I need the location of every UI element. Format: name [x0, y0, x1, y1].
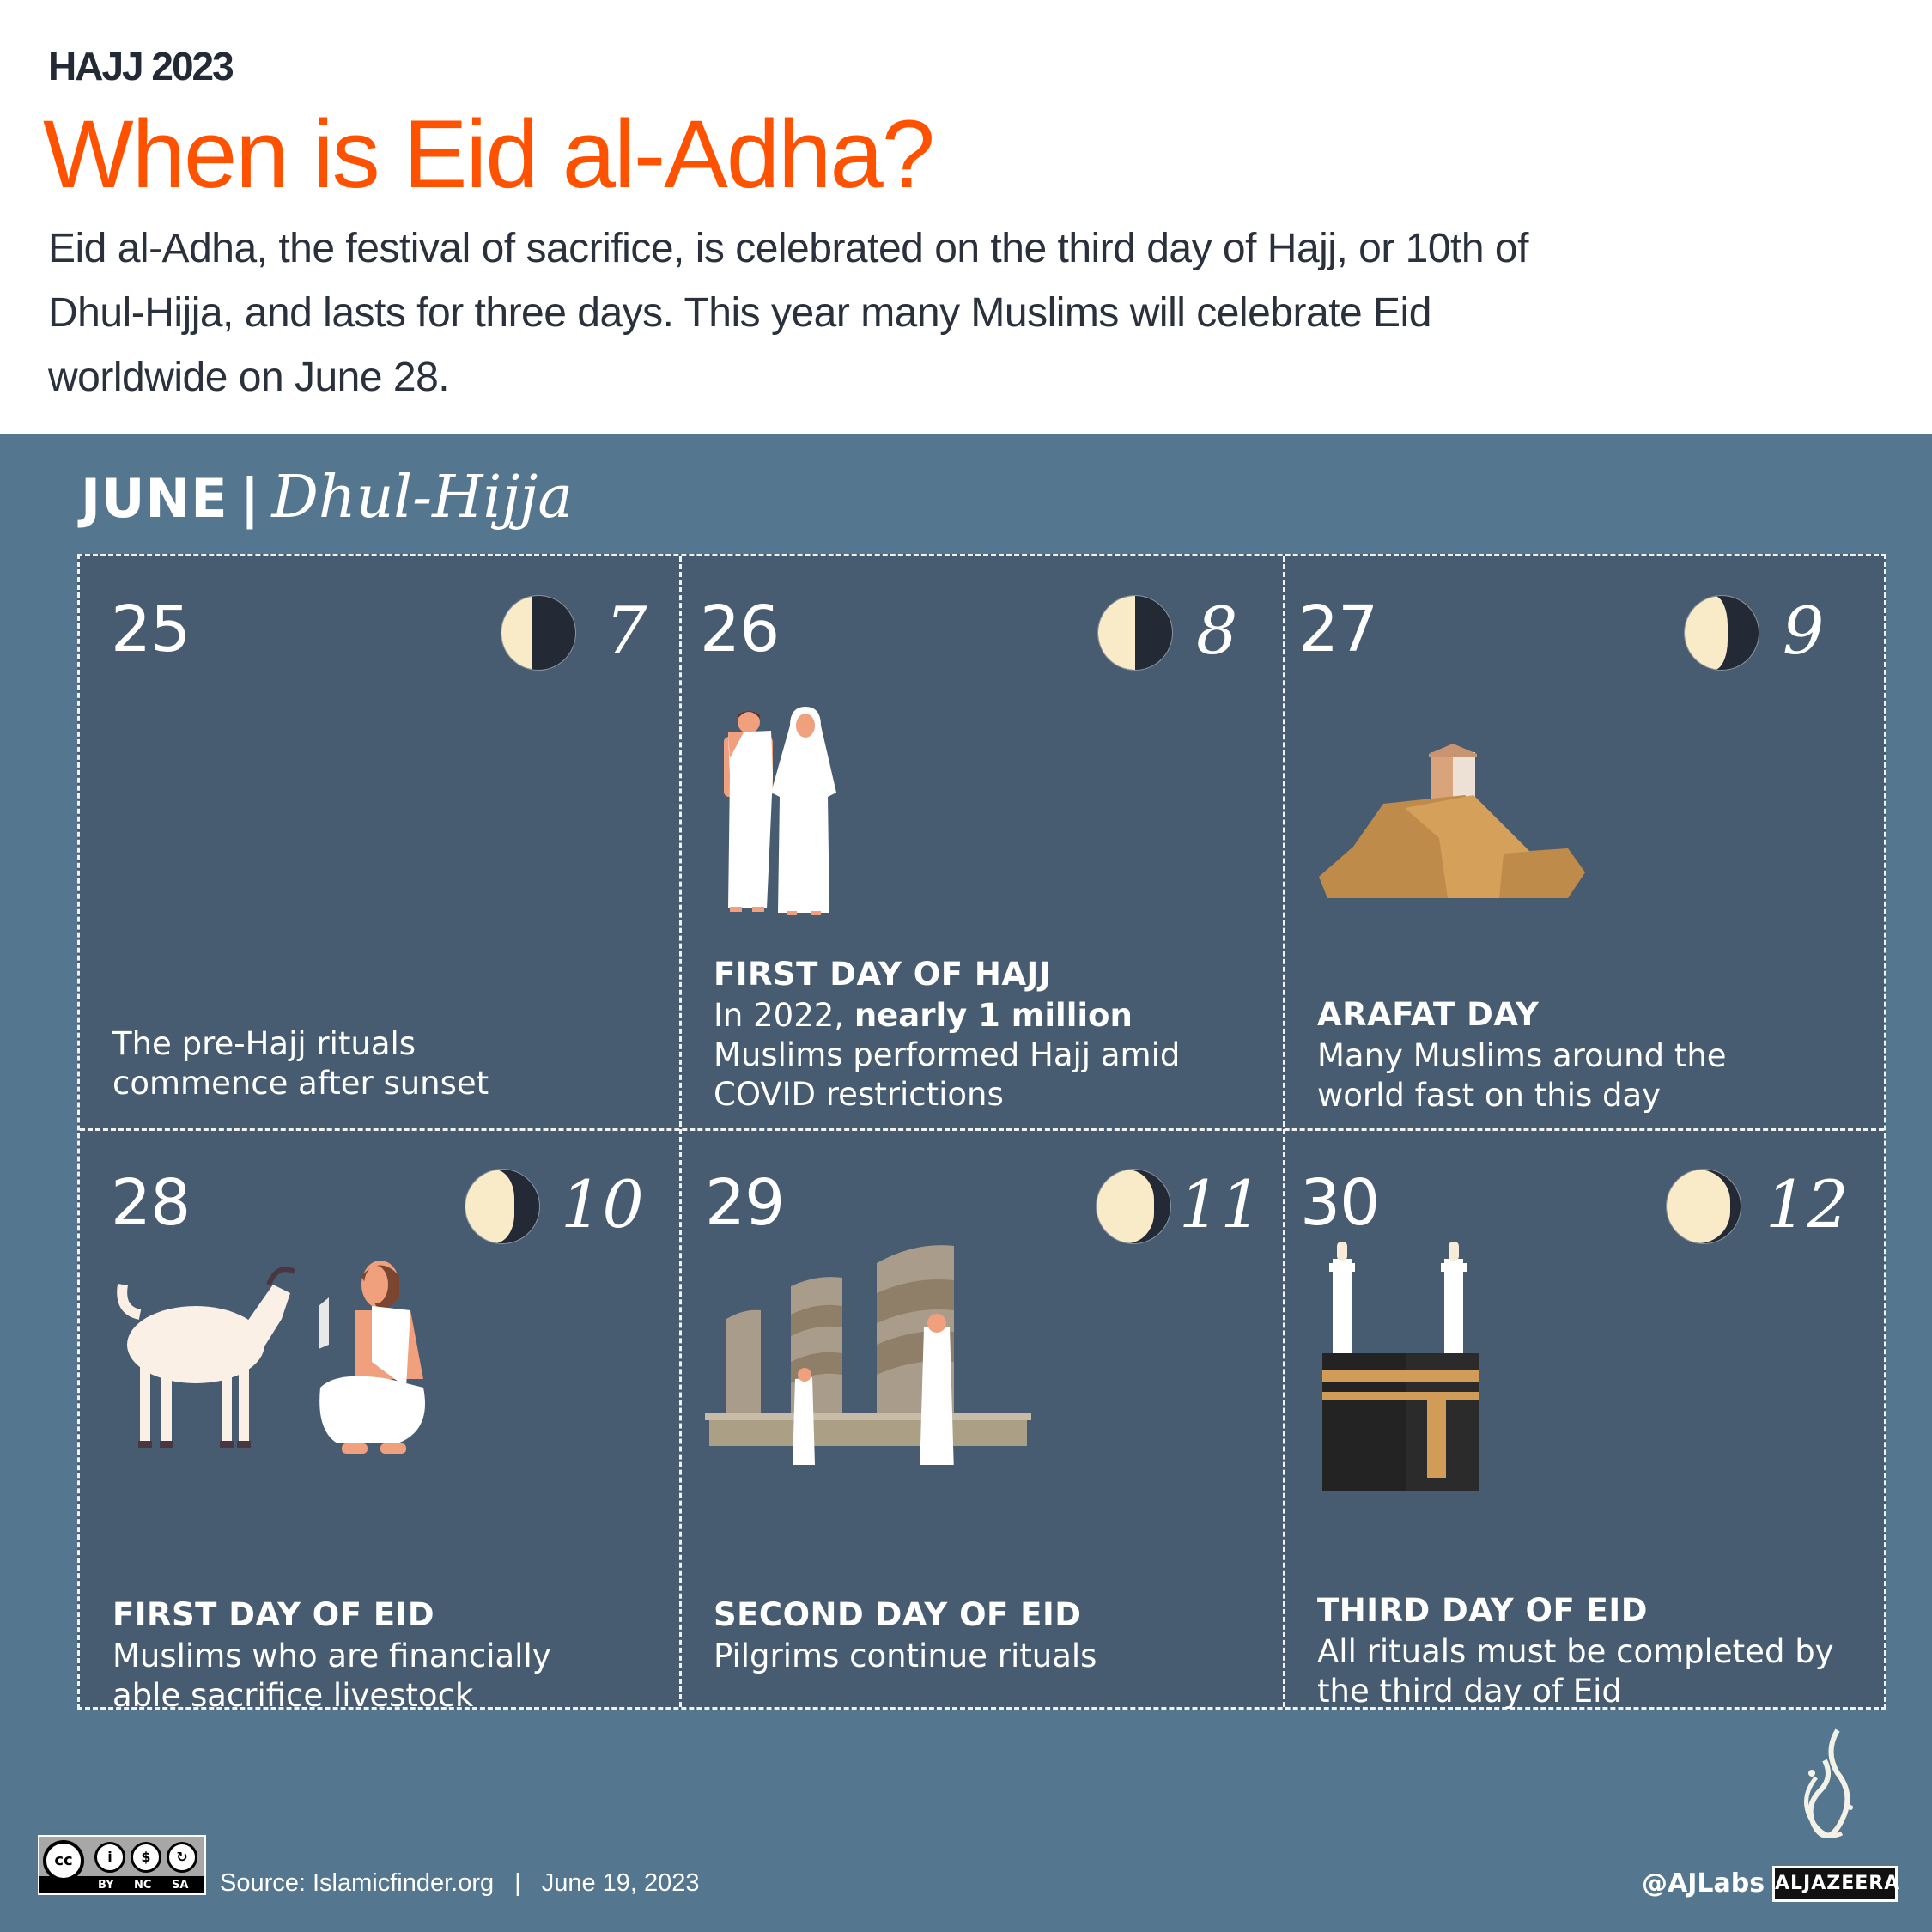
cell-heading: THIRD DAY OF EID — [1317, 1592, 1648, 1629]
gregorian-date: 26 — [700, 592, 780, 666]
day-cell-30 — [1285, 1130, 1889, 1710]
intro-line: Eid al-Adha, the festival of sacrifice, is celebrated on the third day of Hajj, or 10th of — [48, 226, 1528, 271]
mount-arafat-illustration — [1319, 744, 1637, 958]
cell-description: ARAFAT DAY Many Muslims around the world fast on this day — [1317, 993, 1727, 1115]
day-cell-29 — [681, 1130, 1285, 1710]
kaaba-illustration — [1322, 1233, 1485, 1491]
day-cell-25 — [80, 556, 681, 1130]
cc-license-badge[interactable]: cc i $ ↻ BY NC SA — [38, 1835, 206, 1895]
goat-sacrifice-illustration — [114, 1259, 440, 1499]
nc-icon: $ — [131, 1842, 161, 1873]
source-text: Source: Islamicfinder.org — [220, 1869, 495, 1897]
gregorian-date: 28 — [111, 1166, 191, 1240]
source-line: Source: Islamicfinder.org | June 19, 2023 — [220, 1869, 700, 1897]
aljazeera-logo-icon — [1790, 1726, 1876, 1855]
day-cell-26 — [681, 556, 1285, 1130]
stoning-pillars-illustration — [705, 1242, 1031, 1465]
cc-icon: cc — [43, 1840, 84, 1881]
month-heading — [81, 464, 573, 532]
calendar-grid — [77, 554, 1886, 1714]
moon-phase-icon — [501, 595, 576, 671]
pilgrims-couple-illustration — [720, 707, 866, 921]
header-section — [0, 0, 1932, 434]
aljazeera-brand-badge: ALJAZEERA — [1772, 1866, 1898, 1902]
gregorian-date: 29 — [705, 1166, 785, 1240]
day-cell-27 — [1285, 556, 1889, 1130]
intro-line: worldwide on June 28. — [48, 355, 450, 400]
month-separator: | — [240, 467, 260, 530]
gregorian-date: 30 — [1300, 1166, 1380, 1240]
hijri-month: Dhul-Hijja — [271, 464, 573, 532]
gregorian-date: 27 — [1298, 592, 1378, 666]
gregorian-date: 25 — [111, 592, 191, 666]
moon-phase-icon — [1666, 1169, 1741, 1244]
cell-description: FIRST DAY OF HAJJ In 2022, nearly 1 million Muslims performed Hajj amid COVID restrictions — [714, 953, 1263, 1115]
hijri-date: 10 — [561, 1166, 644, 1242]
hijri-date: 11 — [1179, 1166, 1262, 1242]
gregorian-month: JUNE — [81, 467, 228, 530]
hijri-date: 9 — [1783, 592, 1825, 669]
day-cell-28 — [80, 1130, 681, 1714]
cell-heading: FIRST DAY OF HAJJ — [714, 956, 1052, 993]
kicker: HAJJ 2023 — [48, 44, 233, 88]
cell-heading: ARAFAT DAY — [1317, 996, 1540, 1033]
sa-icon: ↻ — [167, 1842, 197, 1873]
by-icon: i — [94, 1842, 125, 1873]
cell-description: The pre-Hajj rituals commence after sunset — [112, 1025, 489, 1102]
hijri-date: 7 — [605, 592, 647, 669]
page-title: When is Eid al-Adha? — [43, 100, 934, 208]
cell-heading: SECOND DAY OF EID — [714, 1596, 1082, 1633]
moon-phase-icon — [1097, 595, 1173, 671]
cell-description: SECOND DAY OF EID Pilgrims continue rituals — [714, 1594, 1097, 1676]
intro-text — [48, 216, 1851, 410]
cell-heading: FIRST DAY OF EID — [112, 1596, 435, 1633]
cell-description: THIRD DAY OF EID All rituals must be completed by the third day of Eid — [1317, 1589, 1834, 1711]
intro-line: Dhul-Hijja, and lasts for three days. This year many Muslims will celebrate Eid — [48, 290, 1431, 336]
moon-phase-icon — [1684, 595, 1759, 671]
hijri-date: 12 — [1765, 1166, 1849, 1242]
twitter-handle[interactable]: @AJLabs — [1642, 1868, 1765, 1899]
hijri-date: 8 — [1196, 592, 1238, 669]
publish-date: June 19, 2023 — [541, 1869, 700, 1897]
moon-phase-icon — [465, 1169, 540, 1244]
cell-description: FIRST DAY OF EID Muslims who are financially able sacrifice livestock — [112, 1594, 551, 1716]
moon-phase-icon — [1096, 1169, 1171, 1244]
